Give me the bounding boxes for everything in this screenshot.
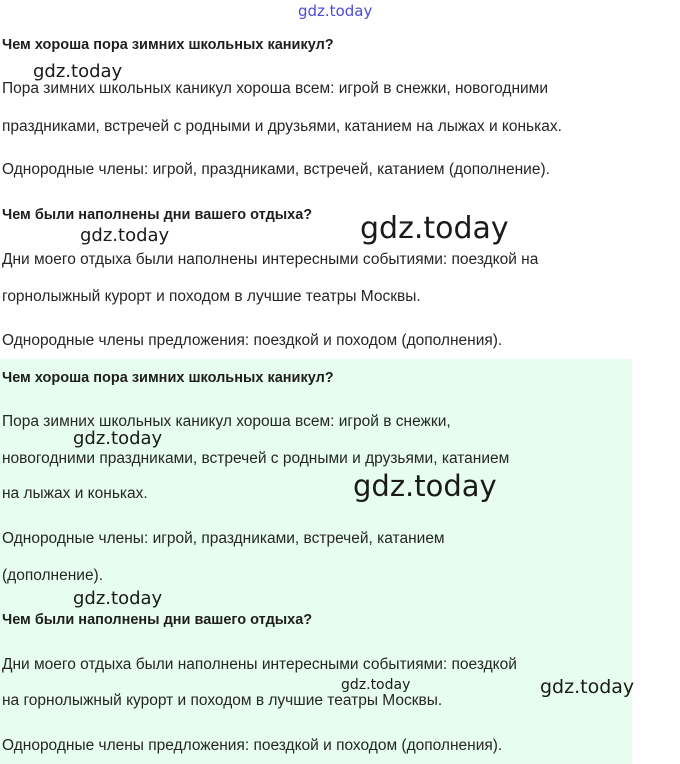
answer-text: Дни моего отдыха были наполнены интересными событиями: поездкой на [2,251,539,268]
homogeneous-members-text: Однородные члены: игрой, праздниками, встречей, катанием (дополнение). [2,161,550,178]
watermark-text: gdz.today [298,2,373,20]
watermark-text: gdz.today [360,211,509,246]
answer-text: праздниками, встречей с родными и друзьями, катанием на лыжах и коньках. [2,118,562,135]
watermark-text: gdz.today [80,225,170,246]
answer-text: Пора зимних школьных каникул хороша всем: игрой в снежки, новогодними [2,80,548,97]
watermark-text: gdz.today [33,61,123,82]
question-heading: Чем хороша пора зимних школьных каникул? [2,370,334,386]
watermark-text: gdz.today [353,469,497,503]
answer-text: на лыжах и коньках. [2,485,148,502]
homogeneous-members-text: Однородные члены предложения: поездкой и походом (дополнения). [2,332,503,349]
watermark-text: gdz.today [540,676,635,698]
watermark-text: gdz.today [73,588,163,609]
question-heading: Чем хороша пора зимних школьных каникул? [2,37,334,53]
homogeneous-members-text: Однородные члены предложения: поездкой и походом (дополнения). [2,737,503,754]
question-heading: Чем были наполнены дни вашего отдыха? [2,207,313,223]
homogeneous-members-text: Однородные члены: игрой, праздниками, встречей, катанием [2,530,445,547]
homogeneous-members-text: (дополнение). [2,567,104,584]
watermark-text: gdz.today [73,428,163,449]
answer-text: Дни моего отдыха были наполнены интересными событиями: поездкой [2,656,517,673]
answer-text: новогодними праздниками, встречей с родными и друзьями, катанием [2,450,510,467]
answer-text: на горнолыжный курорт и походом в лучшие театры Москвы. [2,692,443,709]
answer-text: Пора зимних школьных каникул хороша всем: игрой в снежки, [2,413,451,430]
answer-text: горнолыжный курорт и походом в лучшие театры Москвы. [2,288,421,305]
question-heading: Чем были наполнены дни вашего отдыха? [2,612,313,628]
watermark-text: gdz.today [341,677,411,693]
